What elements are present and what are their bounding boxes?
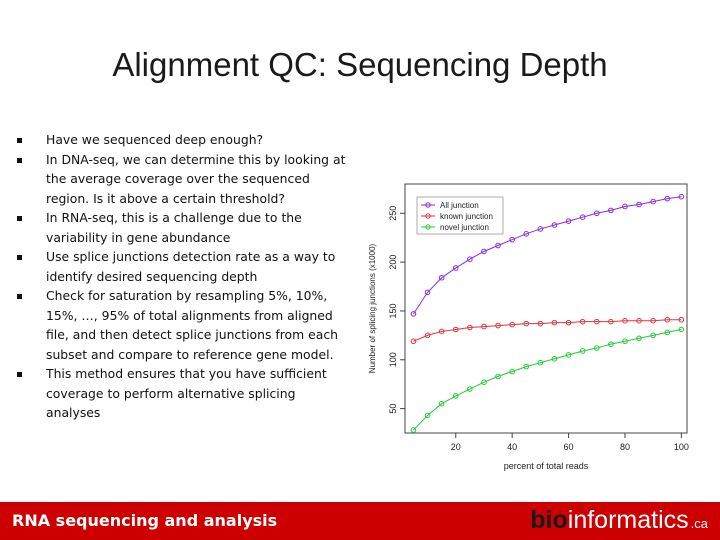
x-tick-label: 20: [450, 442, 461, 452]
data-point: [411, 312, 416, 317]
slide-title: Alignment QC: Sequencing Depth: [112, 46, 608, 83]
bullet-item: Check for saturation by resampling 5%, 10%, 15%, …, 95% of total alignments from aligned file, and then detect splice junctions from each subset and compare to reference gene model.: [14, 286, 352, 364]
y-tick-label: 200: [388, 254, 398, 270]
splicing-saturation-chart: [365, 178, 700, 478]
bioinformatics-logo: [530, 506, 708, 535]
bullet-item: In DNA-seq, we can determine this by looking at the average coverage over the sequenced region. Is it above a certain threshold?: [14, 150, 352, 209]
legend-label: All junction: [440, 201, 479, 210]
footer-bar: [0, 502, 720, 540]
logo-bio-text: bio: [530, 506, 568, 534]
bullet-item: Have we sequenced deep enough?: [14, 130, 352, 150]
logo-ca-text: .ca: [690, 516, 708, 531]
footer-course-title: RNA sequencing and analysis: [12, 511, 278, 530]
x-tick-label: 80: [619, 442, 630, 452]
bullet-item: In RNA-seq, this is a challenge due to the variability in gene abundance: [14, 208, 352, 247]
x-tick-label: 60: [563, 442, 574, 452]
y-tick-label: 50: [388, 403, 398, 414]
legend-label: known junction: [440, 212, 493, 221]
y-tick-label: 250: [388, 205, 398, 221]
x-axis-label: percent of total reads: [503, 461, 589, 471]
bullet-item: This method ensures that you have sufficient coverage to perform alternative splicing analyses: [14, 364, 352, 423]
y-tick-label: 100: [388, 352, 398, 368]
bullet-item: Use splice junctions detection rate as a way to identify desired sequencing depth: [14, 247, 352, 286]
logo-informatics-text: informatics: [567, 506, 689, 534]
y-tick-label: 150: [388, 303, 398, 319]
legend-label: novel junction: [440, 223, 489, 232]
y-axis-label: Number of splicing junctions (x1000): [368, 243, 377, 374]
x-tick-label: 40: [507, 442, 518, 452]
series-line: [413, 329, 681, 430]
bullet-list: [14, 130, 352, 423]
x-tick-label: 100: [673, 442, 689, 452]
